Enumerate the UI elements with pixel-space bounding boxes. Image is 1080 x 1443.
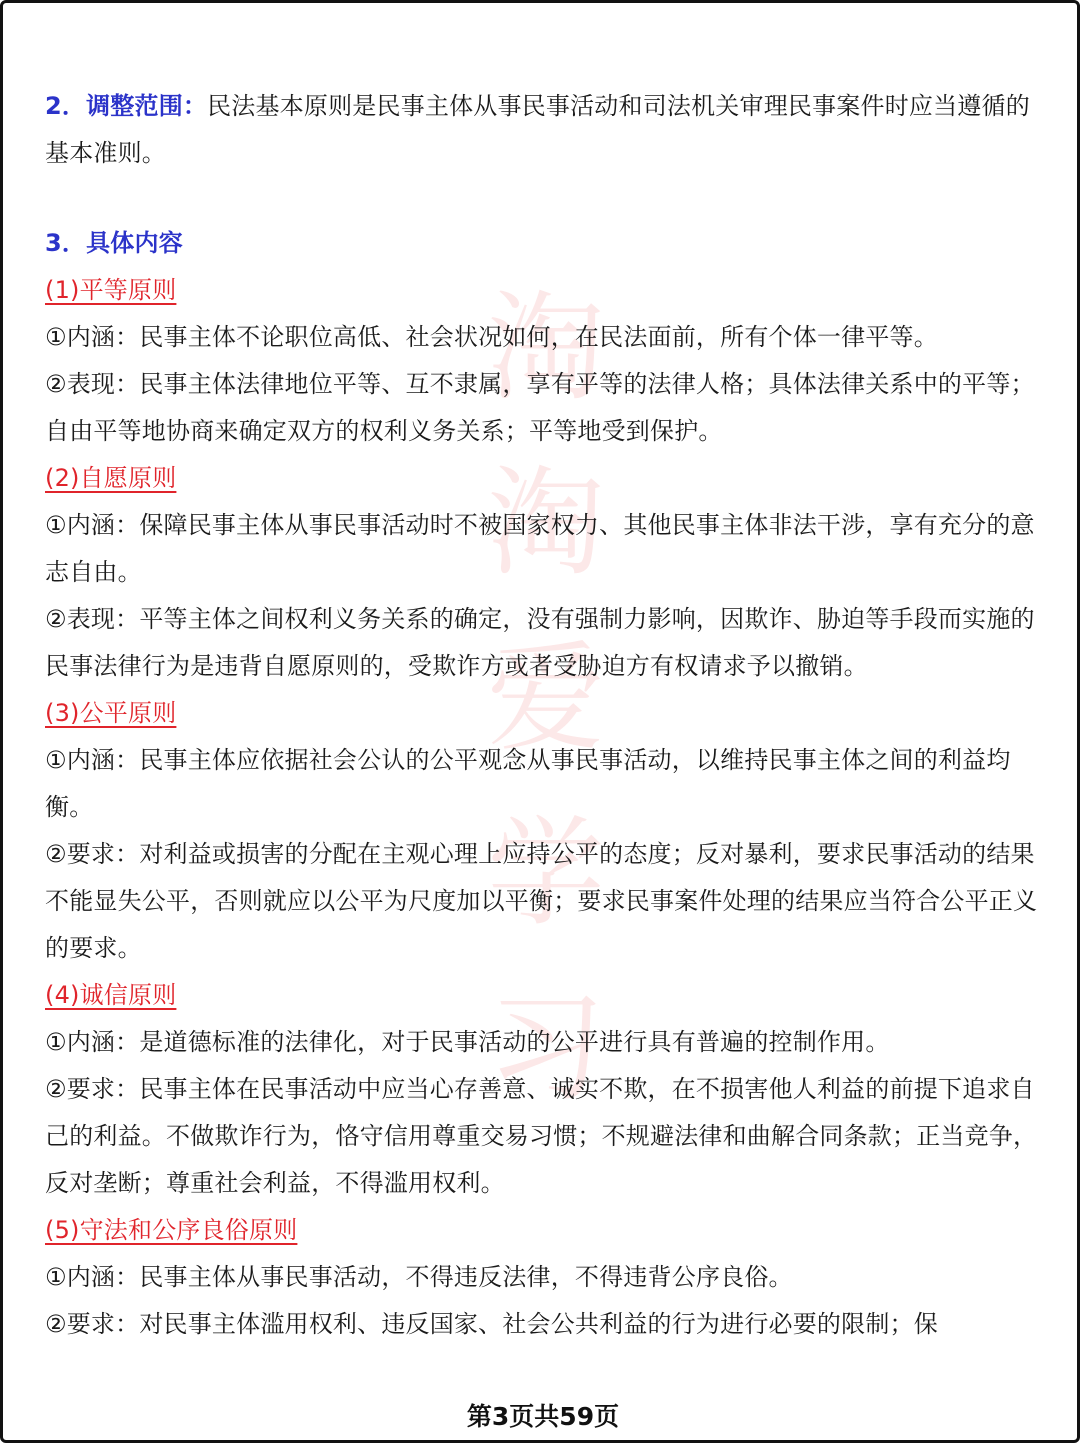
principle-line: ①内涵：民事主体应依据社会公认的公平观念从事民事活动，以维持民事主体之间的利益均衡。 — [45, 746, 1011, 821]
watermark-char: 爱 — [486, 629, 605, 767]
document-body — [45, 83, 1045, 1348]
principle-line: ①内涵：保障民事主体从事民事活动时不被国家权力、其他民事主体非法干涉，享有充分的意志自由。 — [45, 511, 1035, 586]
principle-line: ②要求：民事主体在民事活动中应当心存善意、诚实不欺，在不损害他人利益的前提下追求自己的利益。不做欺诈行为，恪守信用尊重交易习惯；不规避法律和曲解合同条款；正当竞争，反对垄断；尊重社会利益，不得滥用权利。 — [45, 1075, 1038, 1197]
principle-line: ②要求：对民事主体滥用权利、违反国家、社会公共利益的行为进行必要的限制；保 — [45, 1310, 938, 1338]
section-2-paragraph — [45, 83, 1045, 177]
principle-title: (1)平等原则 — [45, 276, 177, 304]
section-3-heading: 3．具体内容 — [45, 229, 183, 257]
principle-line: ②表现：民事主体法律地位平等、互不隶属，享有平等的法律人格；具体法律关系中的平等；自由平等地协商来确定双方的权利义务关系；平等地受到保护。 — [45, 370, 1035, 445]
principle-title: (2)自愿原则 — [45, 464, 177, 492]
principle-line: ①内涵：是道德标准的法律化，对于民事活动的公平进行具有普遍的控制作用。 — [45, 1028, 890, 1056]
section-2-heading: 2．调整范围： — [45, 92, 208, 120]
principle-title: (4)诚信原则 — [45, 981, 177, 1009]
principle-line: ②表现：平等主体之间权利义务关系的确定，没有强制力影响，因欺诈、胁迫等手段而实施的民事法律行为是违背自愿原则的，受欺诈方或者受胁迫方有权请求予以撤销。 — [45, 605, 1035, 680]
principle-line: ②要求：对利益或损害的分配在主观心理上应持公平的态度；反对暴利，要求民事活动的结果不能显失公平，否则就应以公平为尺度加以平衡；要求民事案件处理的结果应当符合公平正义的要求。 — [45, 840, 1038, 962]
watermark-char: 淘 — [486, 454, 605, 592]
watermark-char: 习 — [486, 979, 605, 1117]
principle-title: (3)公平原则 — [45, 699, 177, 727]
principle-line: ①内涵：民事主体从事民事活动，不得违反法律，不得违背公序良俗。 — [45, 1263, 793, 1291]
principle-title: (5)守法和公序良俗原则 — [45, 1216, 298, 1244]
principle-line: ①内涵：民事主体不论职位高低、社会状况如何，在民法面前，所有个体一律平等。 — [45, 323, 938, 351]
watermark-char: 学 — [486, 804, 605, 942]
watermark-char: 淘 — [486, 279, 605, 417]
section-2-text: 民法基本原则是民事主体从事民事活动和司法机关审理民事案件时应当遵循的基本准则。 — [45, 92, 1030, 167]
page-number: 第3页共59页 — [466, 1402, 620, 1431]
